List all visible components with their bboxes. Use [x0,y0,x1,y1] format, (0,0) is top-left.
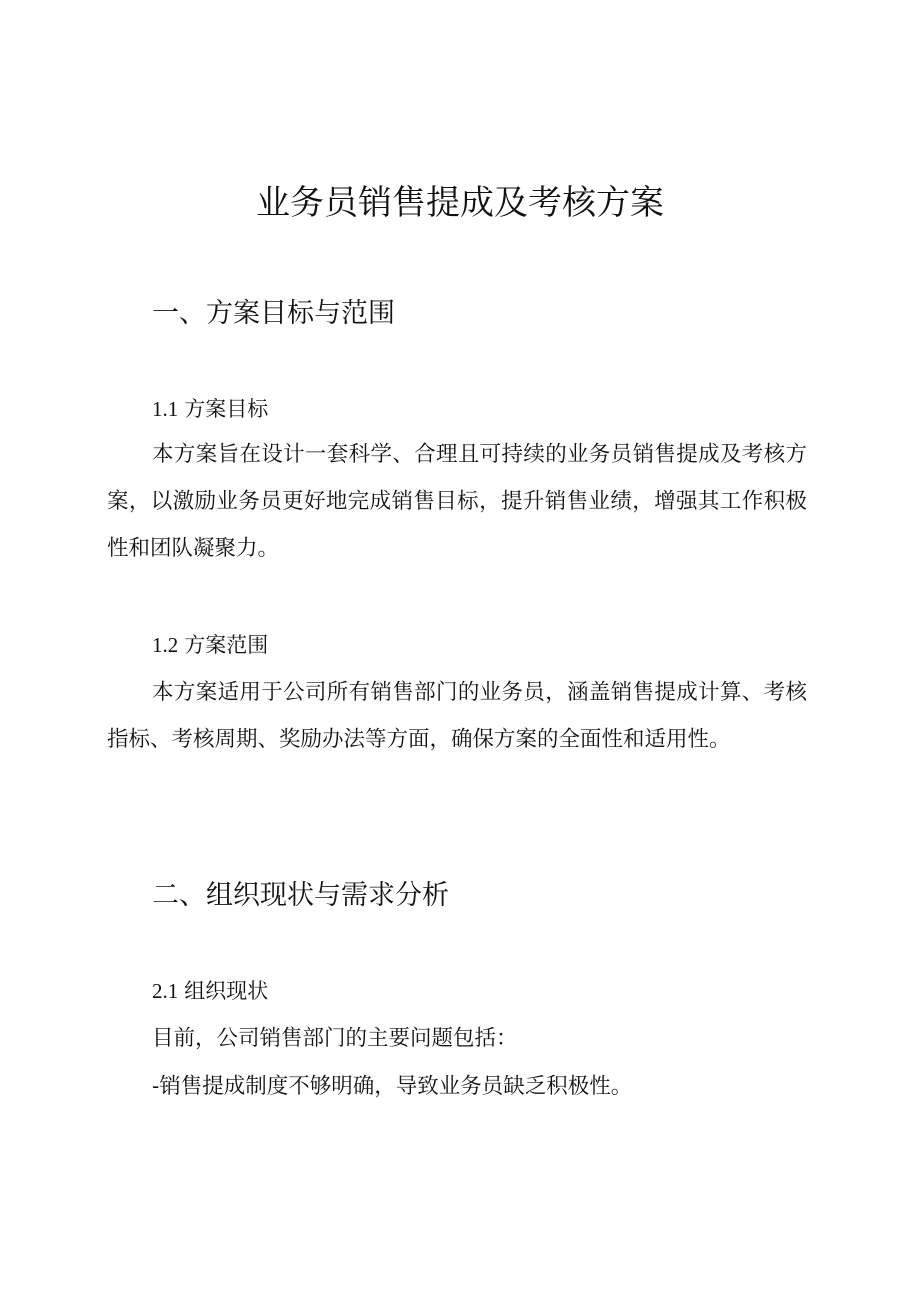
paragraph-status-intro: 目前，公司销售部门的主要问题包括： [152,1026,518,1051]
section-heading-2: 二、组织现状与需求分析 [152,880,449,911]
document-title: 业务员销售提成及考核方案 [256,183,664,223]
subsection-heading-2-1 [152,975,268,1007]
subsection-title: 方案目标 [184,397,269,421]
paragraph-goal: 本方案旨在设计一套科学、合理且可持续的业务员销售提成及考核方案，以激励业务员更好地完成销售目标，提升销售业绩，增强其工作积极性和团队凝聚力。 [107,442,807,561]
section-heading-1: 一、方案目标与范围 [152,298,395,329]
subsection-heading-1-2 [152,629,268,661]
subsection-heading-1-1 [152,393,268,425]
paragraph-scope: 本方案适用于公司所有销售部门的业务员，涵盖销售提成计算、考核指标、考核周期、奖励办法等方面，确保方案的全面性和适用性。 [107,680,807,752]
subsection-title: 方案范围 [184,633,269,657]
subsection-number: 2.1 [152,979,179,1003]
subsection-number: 1.1 [152,397,179,421]
subsection-title: 组织现状 [184,979,269,1003]
subsection-number: 1.2 [152,633,179,657]
list-item: -销售提成制度不够明确，导致业务员缺乏积极性。 [152,1074,633,1099]
